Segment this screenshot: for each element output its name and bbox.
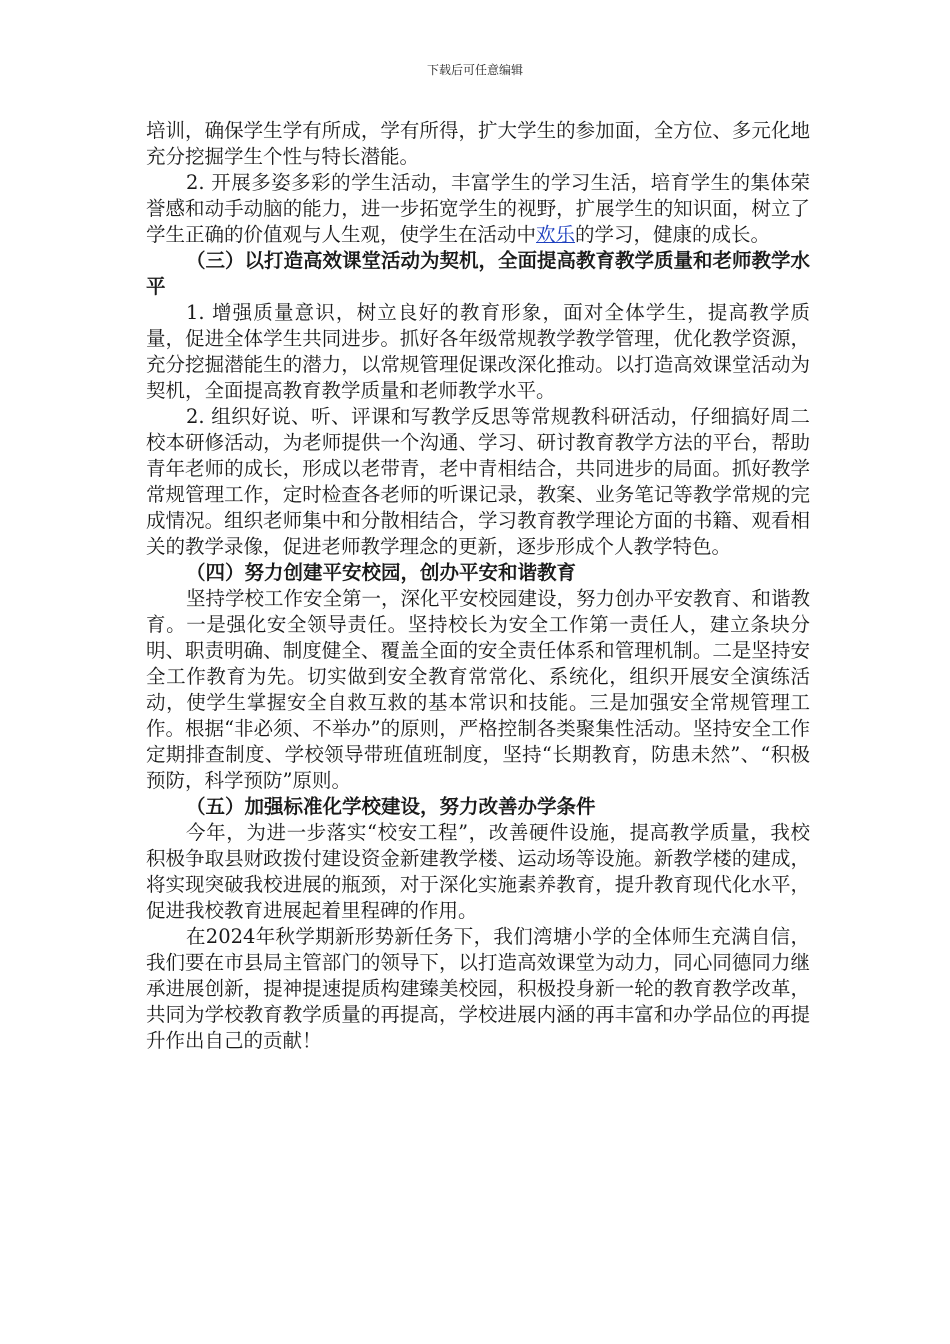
huanle-link[interactable]: 欢乐 <box>536 223 576 246</box>
section-heading-3: （三）以打造高效课堂活动为契机，全面提高教育教学质量和老师教学水平 <box>146 249 811 298</box>
section-heading-5: （五）加强标准化学校建设，努力改善办学条件 <box>186 795 596 818</box>
paragraph-student-activities <box>146 170 810 248</box>
section-heading-4: （四）努力创建平安校园，创办平安和谐教育 <box>186 561 577 584</box>
paragraph-campus-safety: 坚持学校工作安全第一，深化平安校园建设，努力创办平安教育、和谐教育。一是强化安全领导责任。坚持校长为安全工作第一责任人，建立条块分明、职责明确、制度健全、覆盖全面的安全责任体系和管理机制。二是坚持安全工作教育为先。切实做到安全教育常常化、系统化，组织开展安全演练活动，使学生掌握安全自救互救的基本常识和技能。三是加强安全常规管理工作。根据“非必须、不举办”的原则，严格控制各类聚集性活动。坚持安全工作定期排查制度、学校领导带班值班制度，坚持“长期教育，防患未然”、“积极预防，科学预防”原则。 <box>146 587 811 792</box>
paragraph-text: 的学习，健康的成长。 <box>575 223 771 246</box>
document-body <box>146 118 810 1054</box>
paragraph-text: 2. 开展多姿多彩的学生活动，丰富学生的学习生活，培育学生的集体荣誉感和动手动脑的能力，进一步拓宽学生的视野，扩展学生的知识面，树立了学生正确的价值观与人生观，使学生在活动中 <box>146 171 810 246</box>
paragraph-conclusion: 在2024年秋学期新形势新任务下，我们湾塘小学的全体师生充满自信，我们要在市县局主管部门的领导下，以打造高效课堂为动力，同心同德同力继承进展创新，提神提速提质构建臻美校园，积极投身新一轮的教育教学改革，共同为学校教育教学质量的再提高，学校进展内涵的再丰富和办学品位的再提升作出自己的贡献！ <box>146 925 810 1052</box>
page-header: 下载后可任意编辑 <box>426 63 523 77</box>
paragraph-teaching-research: 2. 组织好说、听、评课和写教学反思等常规教科研活动，仔细搞好周二校本研修活动，为老师提供一个沟通、学习、研讨教育教学方法的平台，帮助青年老师的成长，形成以老带青，老中青相结合，共同进步的局面。抓好教学常规管理工作，定时检查各老师的听课记录，教案、业务笔记等教学常规的完成情况。组织老师集中和分散相结合，学习教育教学理论方面的书籍、观看相关的教学录像，促进老师教学理念的更新，逐步形成个人教学特色。 <box>146 405 810 558</box>
paragraph-school-construction: 今年，为进一步落实“校安工程”，改善硬件设施，提高教学质量，我校积极争取县财政拨付建设资金新建教学楼、运动场等设施。新教学楼的建成，将实现突破我校进展的瓶颈，对于深化实施素养教育，提升教育现代化水平，促进我校教育进展起着里程碑的作用。 <box>146 821 810 922</box>
paragraph-quality-awareness: 1. 增强质量意识，树立良好的教育形象，面对全体学生，提高教学质量，促进全体学生共同进步。抓好各年级常规教学教学管理，优化教学资源，充分挖掘潜能生的潜力，以常规管理促课改深化推动。以打造高效课堂活动为契机，全面提高教育教学质量和老师教学水平。 <box>146 301 810 402</box>
paragraph-training: 培训，确保学生学有所成，学有所得，扩大学生的参加面，全方位、多元化地充分挖掘学生个性与特长潜能。 <box>146 119 810 168</box>
